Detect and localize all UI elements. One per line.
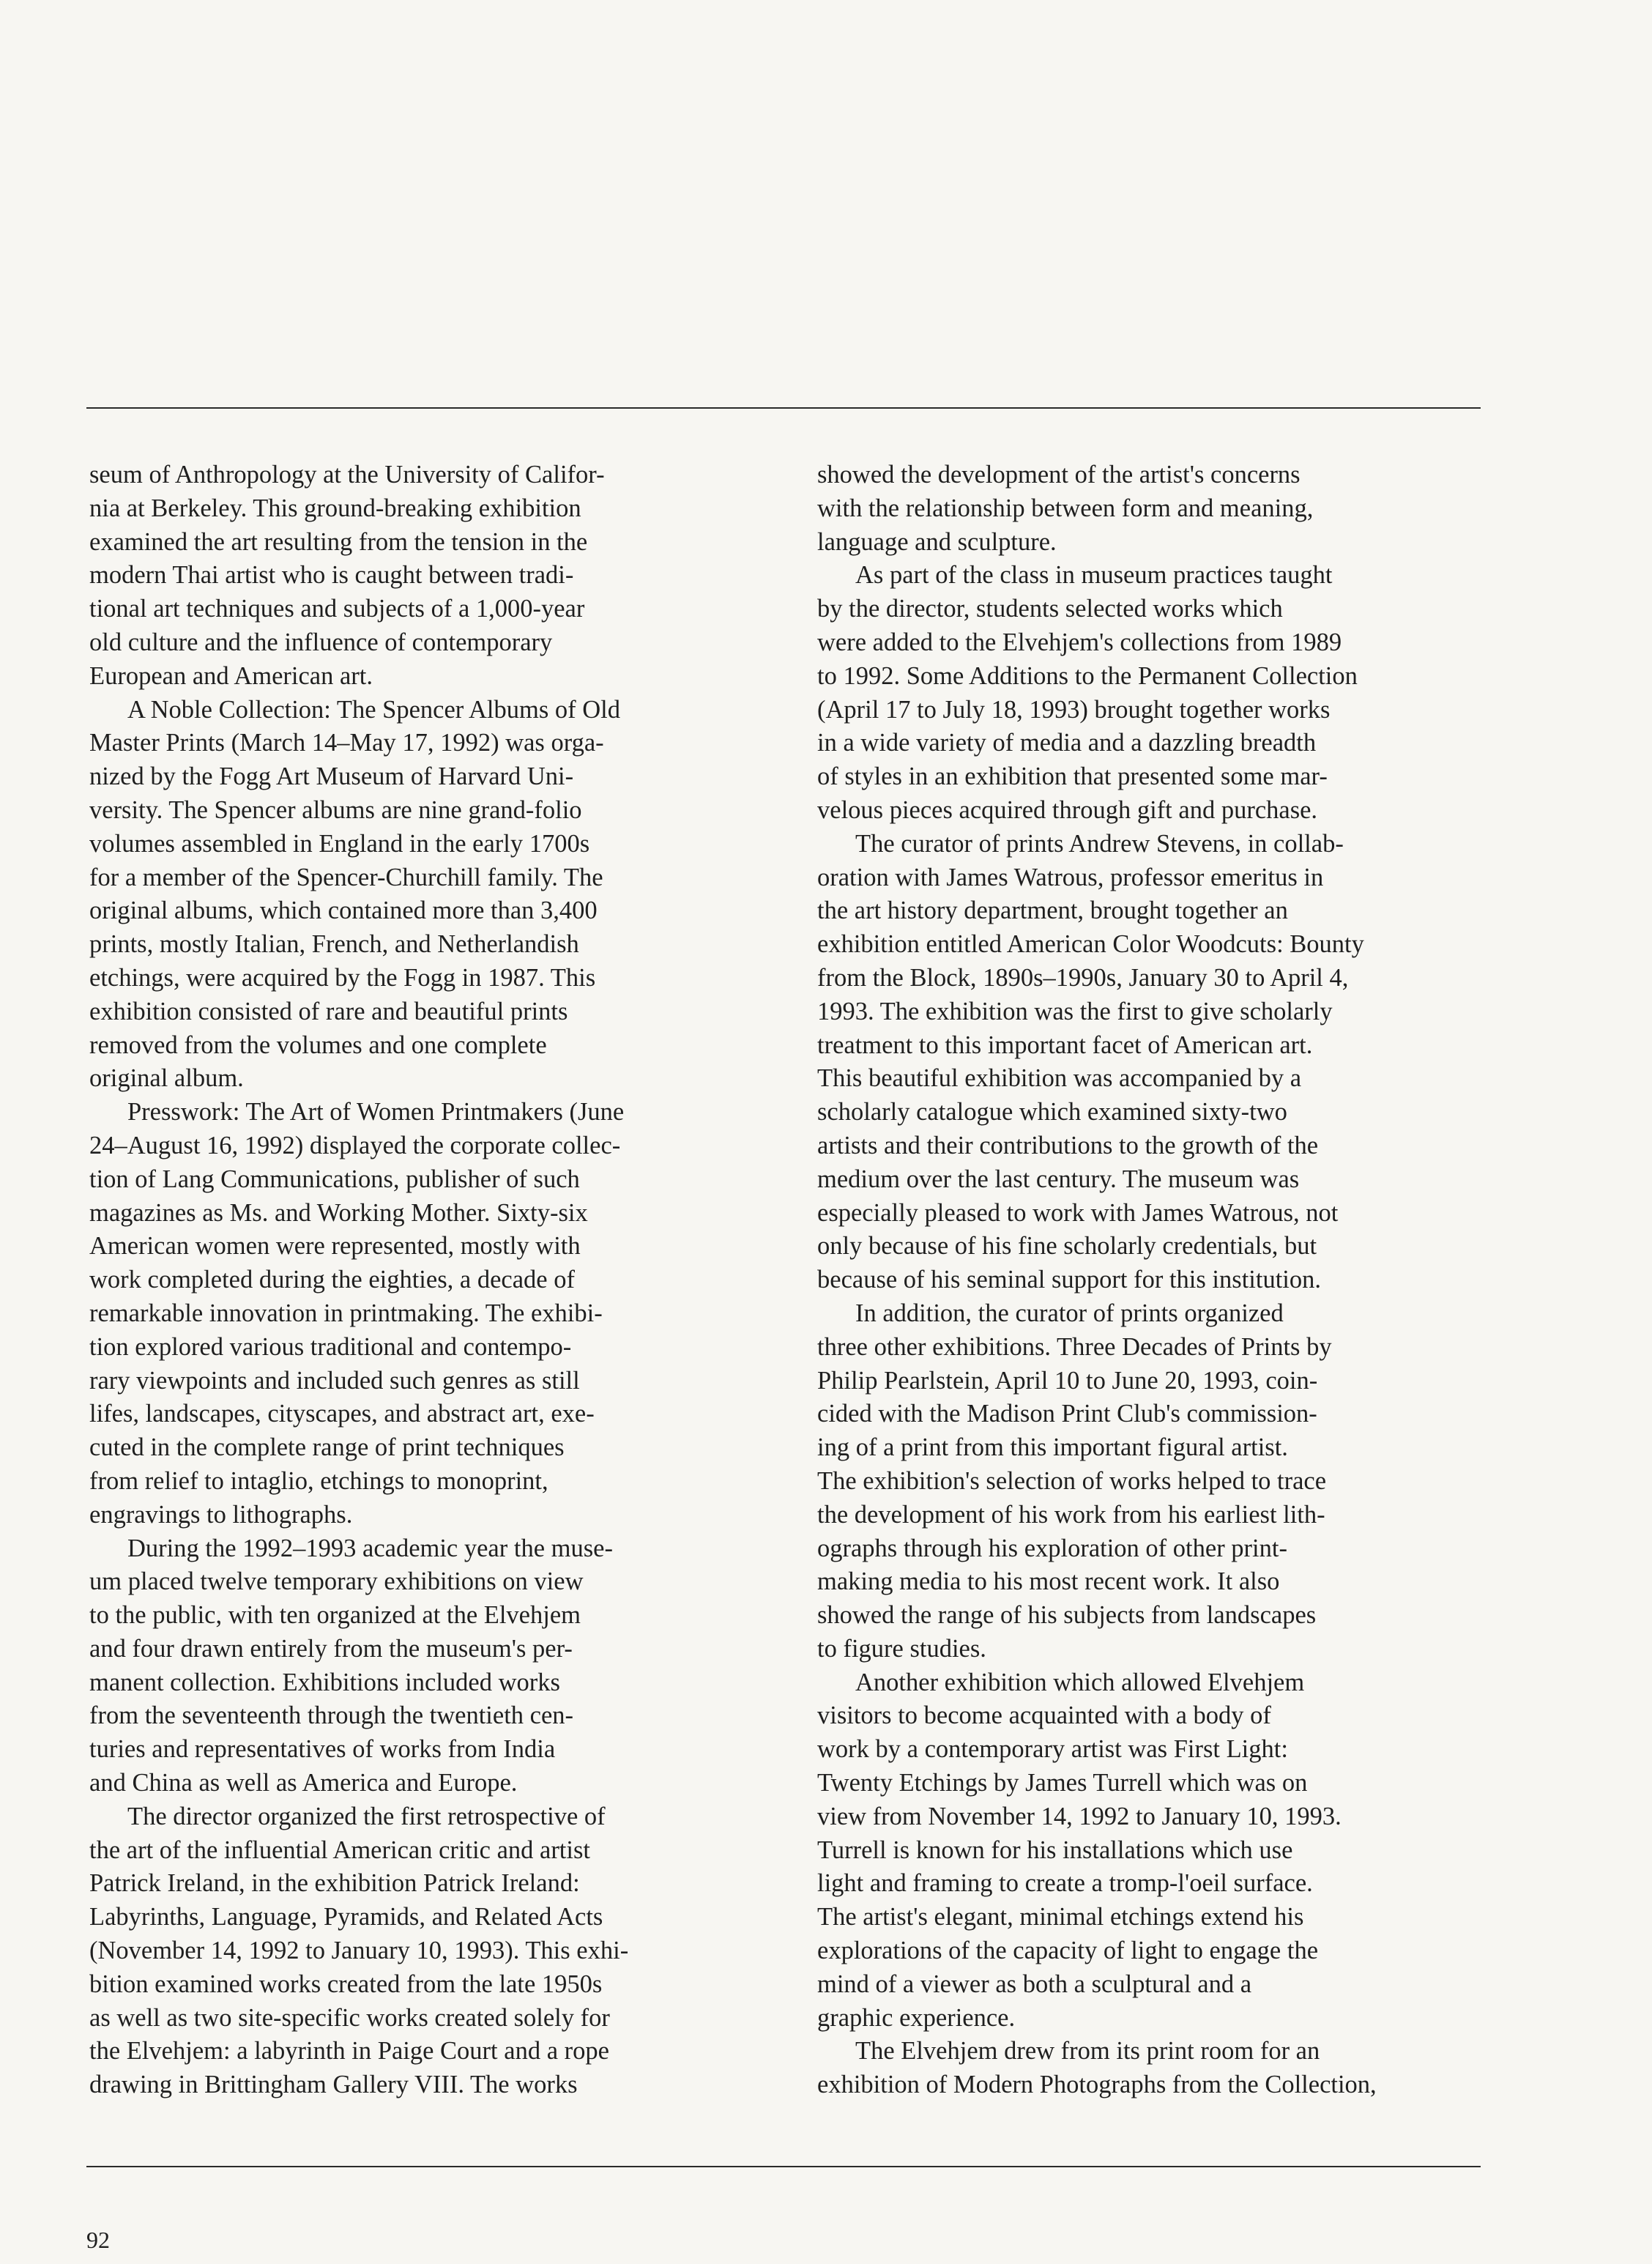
- text-line: exhibition of Modern Photographs from the Collection,: [817, 2071, 1377, 2099]
- text-line: from relief to intaglio, etchings to monoprint,: [89, 1466, 548, 1495]
- text-line: language and sculpture.: [817, 527, 1057, 556]
- text-line: As part of the class in museum practices taught: [855, 561, 1333, 590]
- text-line: oration with James Watrous, professor emeritus in: [817, 863, 1324, 891]
- text-line: exhibition consisted of rare and beautiful prints: [89, 997, 568, 1025]
- text-line: by the director, students selected works which: [817, 595, 1283, 623]
- text-line: view from November 14, 1992 to January 10, 1993.: [817, 1802, 1342, 1830]
- text-line: examined the art resulting from the tension in the: [89, 527, 588, 556]
- text-line: engravings to lithographs.: [89, 1500, 353, 1529]
- text-line: During the 1992–1993 academic year the muse-: [127, 1534, 613, 1562]
- header-rule: [86, 407, 1481, 409]
- text-line: volumes assembled in England in the early 1700s: [89, 829, 590, 858]
- text-line: 24–August 16, 1992) displayed the corporate collec-: [89, 1131, 621, 1159]
- text-line: the development of his work from his earliest lith-: [817, 1500, 1325, 1529]
- text-line: showed the range of his subjects from landscapes: [817, 1601, 1317, 1630]
- text-line: bition examined works created from the late 1950s: [89, 1970, 603, 1998]
- text-line: as well as two site-specific works created solely for: [89, 2003, 610, 2032]
- text-line: with the relationship between form and meaning,: [817, 494, 1314, 522]
- text-line: and China as well as America and Europe.: [89, 1769, 518, 1797]
- text-line: The artist's elegant, minimal etchings extend his: [817, 1903, 1304, 1931]
- text-line: cuted in the complete range of print techniques: [89, 1433, 565, 1462]
- text-line: from the seventeenth through the twentieth cen-: [89, 1701, 574, 1730]
- text-line: nized by the Fogg Art Museum of Harvard Uni-: [89, 762, 574, 791]
- text-line: Presswork: The Art of Women Printmakers (June: [127, 1098, 625, 1127]
- text-line: graphic experience.: [817, 2003, 1016, 2032]
- text-line: original albums, which contained more than 3,400: [89, 897, 598, 925]
- text-line: Turrell is known for his installations which use: [817, 1836, 1293, 1864]
- text-line: removed from the volumes and one complete: [89, 1031, 547, 1059]
- text-line: exhibition entitled American Color Woodcuts: Bounty: [817, 930, 1364, 959]
- text-line: the art history department, brought together an: [817, 897, 1288, 925]
- text-line: only because of his fine scholarly credentials, but: [817, 1232, 1317, 1261]
- text-line: to figure studies.: [817, 1634, 986, 1663]
- text-line: visitors to become acquainted with a body of: [817, 1701, 1271, 1730]
- text-line: artists and their contributions to the growth of the: [817, 1131, 1319, 1159]
- text-line: Another exhibition which allowed Elvehjem: [855, 1668, 1305, 1696]
- left-column: [89, 459, 734, 2102]
- text-line: from the Block, 1890s–1990s, January 30 to April 4,: [817, 963, 1349, 992]
- text-line: The Elvehjem drew from its print room for an: [855, 2037, 1320, 2066]
- text-line: cided with the Madison Print Club's commission-: [817, 1400, 1317, 1428]
- text-line: three other exhibitions. Three Decades of Prints by: [817, 1332, 1332, 1361]
- text-line: scholarly catalogue which examined sixty-two: [817, 1098, 1287, 1127]
- text-line: tion explored various traditional and contempo-: [89, 1332, 572, 1361]
- text-line: especially pleased to work with James Watrous, not: [817, 1198, 1339, 1227]
- text-line: to the public, with ten organized at the Elvehjem: [89, 1601, 581, 1630]
- text-line: light and framing to create a tromp-l'oeil surface.: [817, 1869, 1313, 1898]
- text-line: turies and representatives of works from India: [89, 1735, 556, 1764]
- text-line: um placed twelve temporary exhibitions on view: [89, 1567, 584, 1596]
- text-line: of styles in an exhibition that presented some mar-: [817, 762, 1328, 791]
- footer-rule: [86, 2166, 1481, 2167]
- text-line: nia at Berkeley. This ground-breaking exhibition: [89, 494, 581, 522]
- text-line: Labyrinths, Language, Pyramids, and Related Acts: [89, 1903, 603, 1931]
- text-line: manent collection. Exhibitions included works: [89, 1668, 560, 1696]
- text-line: old culture and the influence of contemporary: [89, 628, 553, 656]
- text-line: seum of Anthropology at the University of Califor-: [89, 461, 605, 489]
- text-line: European and American art.: [89, 661, 373, 690]
- text-line: to 1992. Some Additions to the Permanent Collection: [817, 661, 1358, 690]
- text-line: A Noble Collection: The Spencer Albums of Old: [127, 695, 620, 724]
- text-line: Master Prints (March 14–May 17, 1992) was orga-: [89, 729, 604, 757]
- text-line: original album.: [89, 1064, 244, 1093]
- text-line: tional art techniques and subjects of a 1,000-year: [89, 595, 585, 623]
- text-line: work completed during the eighties, a decade of: [89, 1266, 575, 1294]
- text-line: Philip Pearlstein, April 10 to June 20, 1993, coin-: [817, 1366, 1318, 1395]
- page-number: 92: [86, 2227, 110, 2253]
- text-line: modern Thai artist who is caught between tradi-: [89, 561, 574, 590]
- text-line: ing of a print from this important figural artist.: [817, 1433, 1288, 1462]
- text-line: etchings, were acquired by the Fogg in 1987. This: [89, 963, 596, 992]
- text-line: ographs through his exploration of other print-: [817, 1534, 1287, 1562]
- text-line: The exhibition's selection of works helped to trace: [817, 1466, 1327, 1495]
- text-line: prints, mostly Italian, French, and Netherlandish: [89, 930, 579, 959]
- text-line: remarkable innovation in printmaking. The exhibi-: [89, 1299, 603, 1327]
- text-line: 1993. The exhibition was the first to give scholarly: [817, 997, 1333, 1025]
- text-line: magazines as Ms. and Working Mother. Sixty-six: [89, 1198, 588, 1227]
- text-line: The curator of prints Andrew Stevens, in collab-: [855, 829, 1344, 858]
- text-line: versity. The Spencer albums are nine grand-folio: [89, 795, 582, 824]
- text-line: tion of Lang Communications, publisher of such: [89, 1165, 580, 1193]
- text-line: the art of the influential American critic and artist: [89, 1836, 590, 1864]
- text-line: explorations of the capacity of light to engage the: [817, 1937, 1319, 1965]
- text-line: (April 17 to July 18, 1993) brought together works: [817, 695, 1331, 724]
- text-line: rary viewpoints and included such genres as still: [89, 1366, 580, 1395]
- text-line: Patrick Ireland, in the exhibition Patrick Ireland:: [89, 1869, 580, 1898]
- text-line: the Elvehjem: a labyrinth in Paige Court and a rope: [89, 2037, 609, 2066]
- text-line: Twenty Etchings by James Turrell which was on: [817, 1769, 1308, 1797]
- text-line: The director organized the first retrospective of: [127, 1802, 606, 1830]
- text-line: showed the development of the artist's concerns: [817, 461, 1301, 489]
- text-line: were added to the Elvehjem's collections from 1989: [817, 628, 1342, 656]
- text-line: velous pieces acquired through gift and purchase.: [817, 795, 1318, 824]
- text-line: lifes, landscapes, cityscapes, and abstract art, exe-: [89, 1400, 595, 1428]
- text-line: in a wide variety of media and a dazzling breadth: [817, 729, 1317, 757]
- text-line: American women were represented, mostly with: [89, 1232, 581, 1261]
- text-line: work by a contemporary artist was First Light:: [817, 1735, 1288, 1764]
- text-line: because of his seminal support for this institution.: [817, 1266, 1321, 1294]
- text-line: treatment to this important facet of American art.: [817, 1031, 1313, 1059]
- text-line: In addition, the curator of prints organized: [855, 1299, 1284, 1327]
- text-line: making media to his most recent work. It also: [817, 1567, 1280, 1596]
- text-line: drawing in Brittingham Gallery VIII. The works: [89, 2071, 578, 2099]
- text-line: (November 14, 1992 to January 10, 1993). This exhi-: [89, 1937, 629, 1965]
- text-line: medium over the last century. The museum was: [817, 1165, 1300, 1193]
- right-column: [817, 459, 1462, 2102]
- text-line: and four drawn entirely from the museum's per-: [89, 1634, 573, 1663]
- text-line: mind of a viewer as both a sculptural and a: [817, 1970, 1252, 1998]
- text-line: for a member of the Spencer-Churchill family. The: [89, 863, 603, 891]
- text-line: This beautiful exhibition was accompanied by a: [817, 1064, 1302, 1093]
